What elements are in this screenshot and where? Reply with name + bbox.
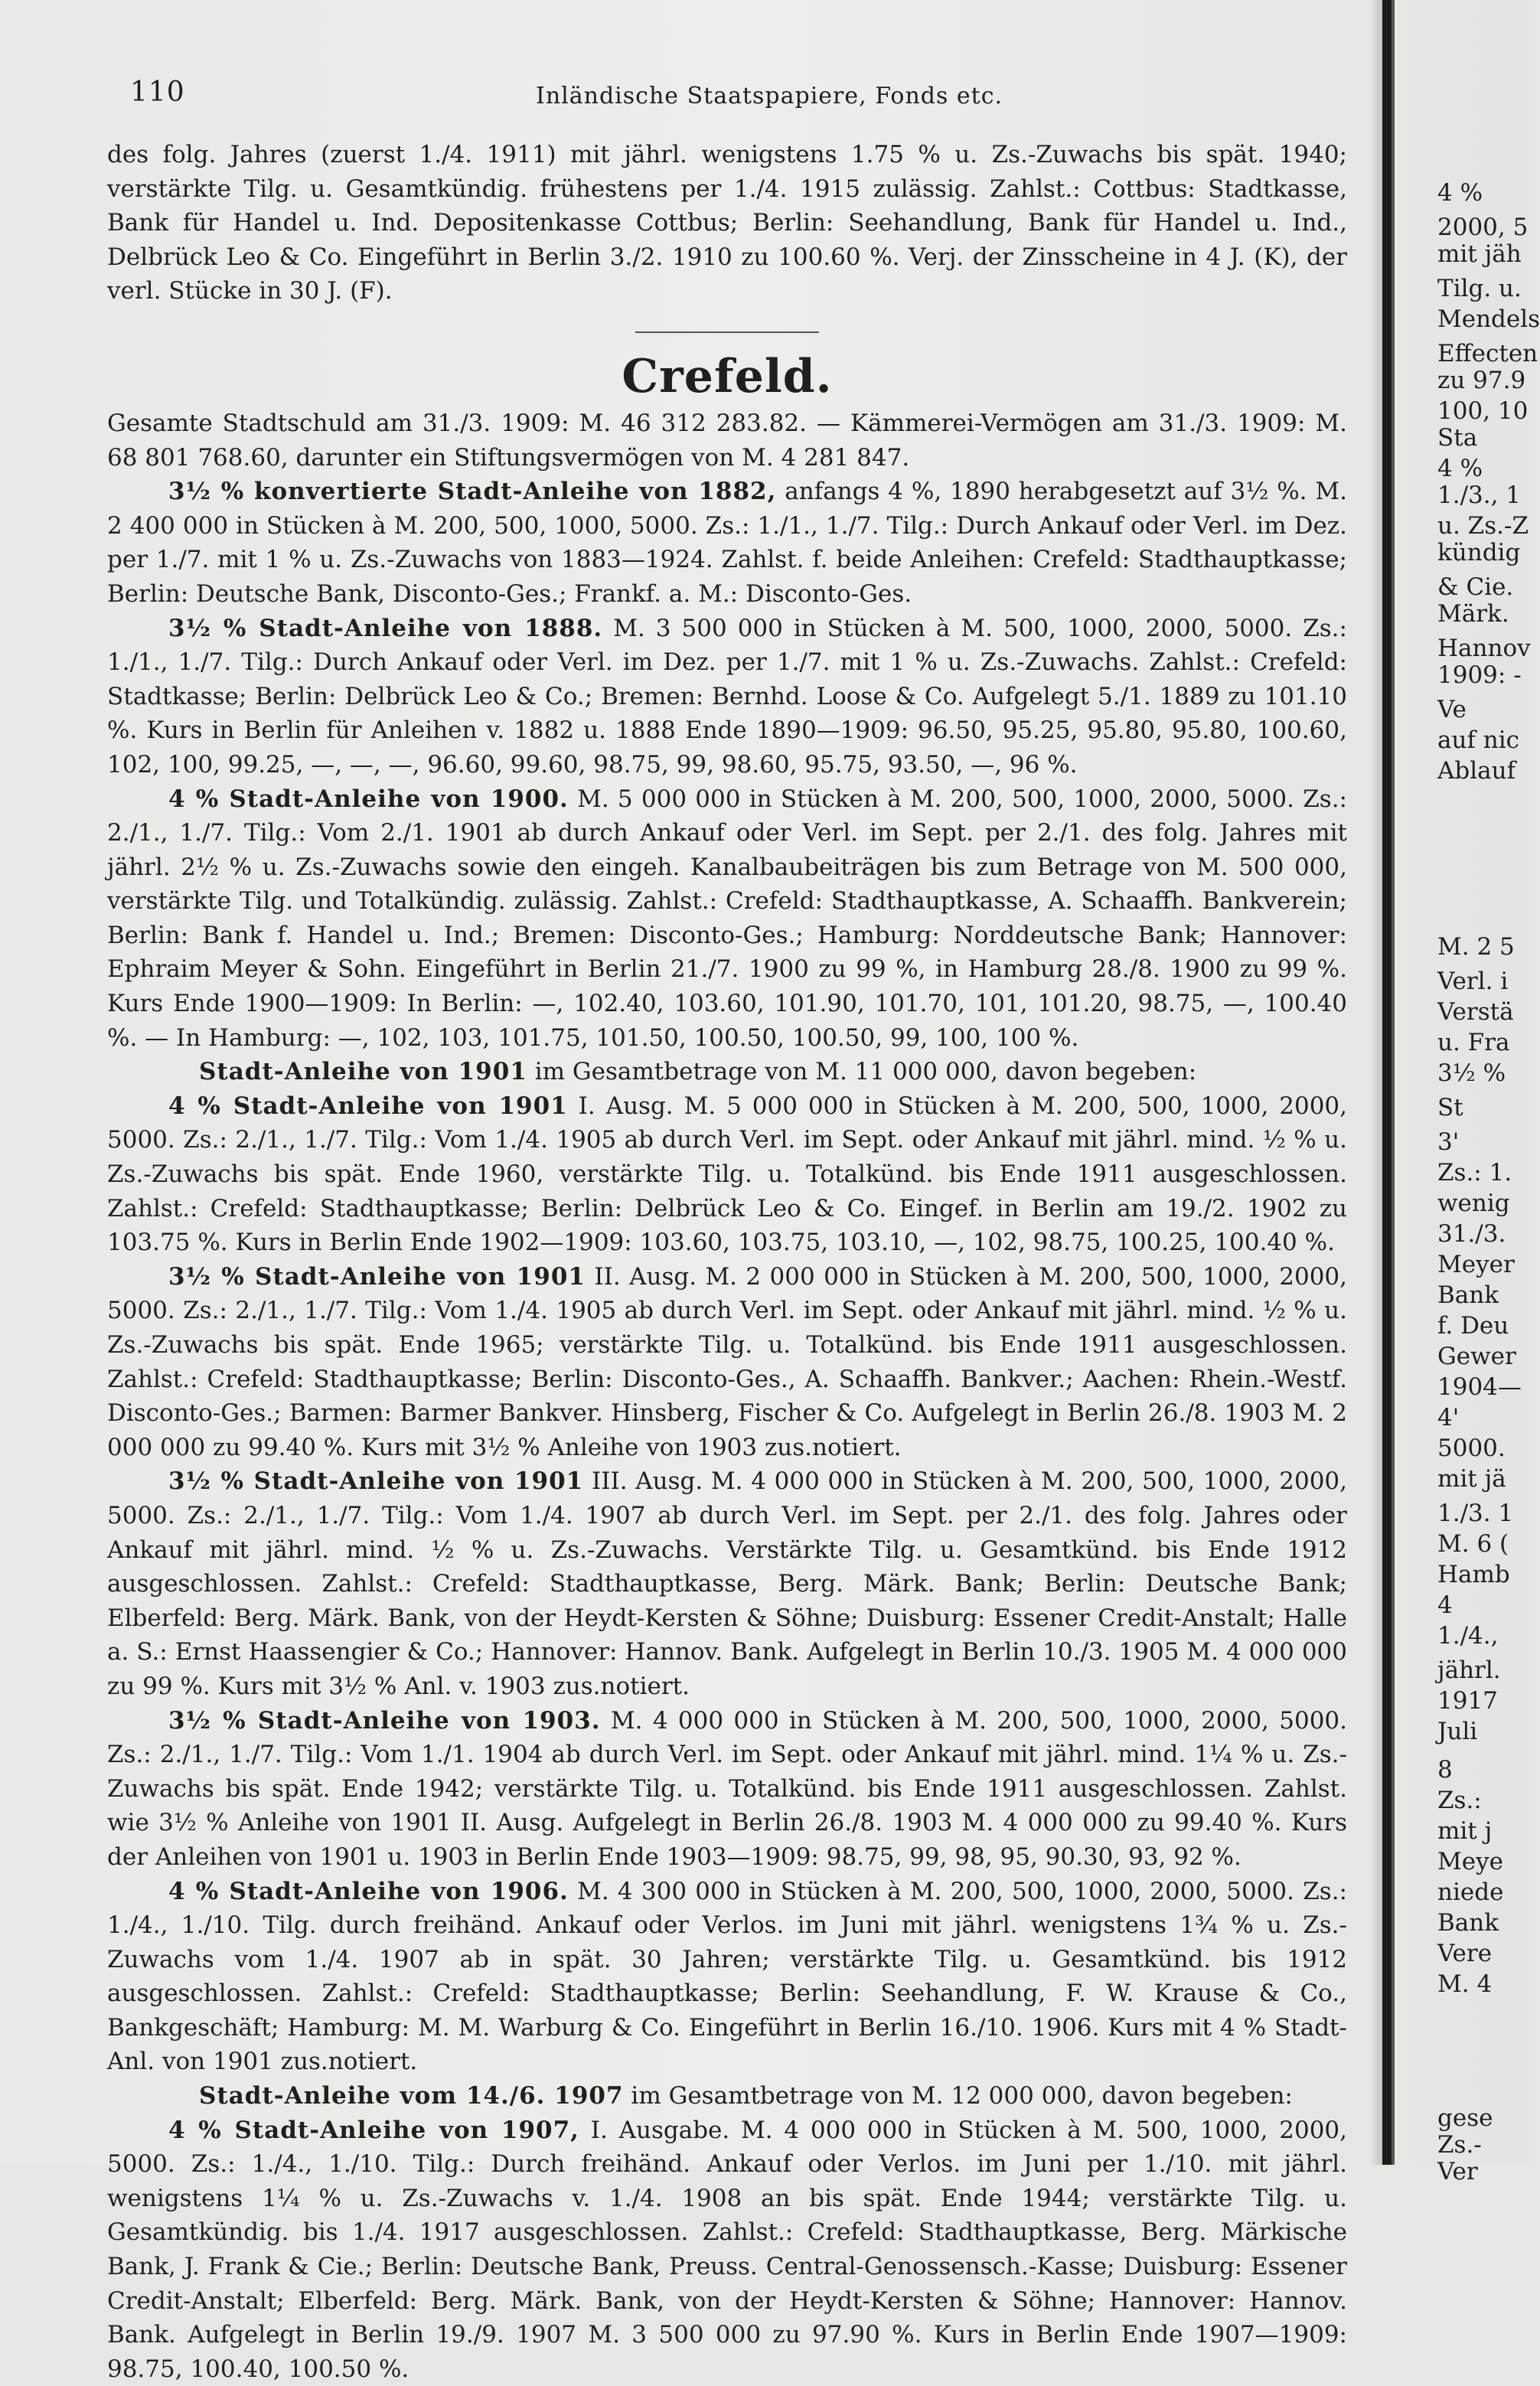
adjacent-line-fragment: gese	[1437, 2104, 1493, 2132]
adjacent-line-fragment: jährl.	[1437, 1656, 1501, 1684]
adjacent-line-fragment: u. Zs.-Z	[1437, 512, 1529, 540]
adjacent-line-fragment: M. 2 5	[1437, 933, 1515, 961]
adjacent-line-fragment: & Cie.	[1437, 573, 1514, 601]
adjacent-line-fragment: f. Deu	[1437, 1312, 1509, 1340]
loan-entry-text: II. Ausg. M. 2 000 000 in Stücken à M. 200, 500, 1000, 2000, 5000. Zs.: 2./1., 1./7. Tilg.: Vom 1./4. 1905 ab durch Verl. im Sept. oder Ankauf mit jährl. mind. ½ % u. Zs.-Zuwachs bis spät. Ende 1965; verstärkte Tilg. u. Totalkünd. bis Ende 1911 ausgeschlossen. Zahlst.: Crefeld: Stadthauptkasse; Berlin: Disconto-Ges., A. Schaaffh. Bankver.; Aachen: Rhein.-Westf. Disconto-Ges.; Barmen: Barmer Bankver. Hinsberg, Fischer & Co. Aufgelegt in Berlin 26./8. 1903 M. 2 000 000 zu 99.40 %. Kurs mit 3½ % Anleihe von 1903 zus.notiert.	[107, 1262, 1347, 1461]
adjacent-line-fragment: Zs.: 1.	[1437, 1159, 1512, 1186]
adjacent-line-fragment: Mendels	[1437, 305, 1540, 333]
adjacent-line-fragment: niede	[1437, 1878, 1504, 1906]
carryover-paragraph: des folg. Jahres (zuerst 1./4. 1911) mit jährl. wenigstens 1.75 % u. Zs.-Zuwachs bis spät. 1940; verstärkte Tilg. u. Gesamtkündig. frühestens per 1./4. 1915 zulässig. Zahlst.: Cottbus: Stadtkasse, Bank für Handel u. Ind. Depositenkasse Cottbus; Berlin: Seehandlung, Bank für Handel u. Ind., Delbrück Leo & Co. Eingeführt in Berlin 3./2. 1910 zu 100.60 %. Verj. der Zinsscheine in 4 J. (K), der verl. Stücke in 30 J. (F).	[107, 141, 1347, 305]
loan-entry	[107, 1260, 1347, 1465]
loan-entry-heading: 3½ % Stadt-Anleihe von 1901	[168, 1262, 586, 1291]
adjacent-line-fragment: 1909: -	[1437, 661, 1522, 689]
adjacent-line-fragment: Effecten	[1437, 340, 1538, 367]
running-title: Inländische Staatspapiere, Fonds etc.	[536, 83, 1003, 109]
loan-entry	[107, 1704, 1347, 1875]
adjacent-line-fragment: 5000.	[1437, 1435, 1506, 1462]
loan-entry	[107, 1089, 1347, 1260]
adjacent-line-fragment: Tilg. u.	[1437, 275, 1522, 302]
loan-entry-text: M. 5 000 000 in Stücken à M. 200, 500, 1000, 2000, 5000. Zs.: 2./1., 1./7. Tilg.: Vom 2./1. 1901 ab durch Ankauf oder Verl. im Sept. per 2./1. des folg. Jahres mit jährl. 2½ % u. Zs.-Zuwachs sowie den eingeh. Kanalbaubeiträgen bis zum Betrage von M. 500 000, verstärkte Tilg. und Totalkündig. zulässig. Zahlst.: Crefeld: Stadthauptkasse, A. Schaaffh. Bankverein; Berlin: Bank f. Handel u. Ind.; Bremen: Disconto-Ges.; Hamburg: Norddeutsche Bank; Hannover: Ephraim Meyer & Sohn. Eingeführt in Berlin 21./7. 1900 zu 99 %, in Hamburg 28./8. 1900 zu 99 %. Kurs Ende 1900—1909: In Berlin: —, 102.40, 103.60, 101.90, 101.70, 101, 101.20, 98.75, —, 100.40 %. — In Hamburg: —, 102, 103, 101.75, 101.50, 100.50, 100.50, 99, 100, 100 %.	[107, 785, 1347, 1052]
loan-entry	[107, 782, 1347, 1056]
adjacent-line-fragment: kündig	[1437, 539, 1521, 566]
loan-entry-text: M. 3 500 000 in Stücken à M. 500, 1000, 2000, 5000. Zs.: 1./1., 1./7. Tilg.: Durch Ankauf oder Verl. im Dez. per 1./7. mit 1 % u. Zs.-Zuwachs. Zahlst.: Crefeld: Stadtkasse; Berlin: Delbrück Leo & Co.; Bremen: Bernhd. Loose & Co. Aufgelegt 5./1. 1889 zu 101.10 %. Kurs in Berlin für Anleihen v. 1882 u. 1888 Ende 1890—1909: 96.50, 95.25, 95.80, 95.80, 100.60, 102, 100, 99.25, —, —, —, 96.60, 99.60, 98.75, 99, 98.60, 95.75, 93.50, —, 96 %.	[107, 614, 1347, 778]
adjacent-line-fragment: Sta	[1437, 424, 1478, 452]
adjacent-line-fragment: Bank	[1437, 1281, 1499, 1309]
adjacent-line-fragment: 1./3., 1	[1437, 481, 1522, 509]
main-column	[100, 0, 1347, 2383]
adjacent-line-fragment: mit jäh	[1437, 240, 1522, 268]
loan-entry-text: I. Ausg. M. 5 000 000 in Stücken à M. 200, 500, 1000, 2000, 5000. Zs.: 2./1., 1./7. Tilg.: Vom 1./4. 1905 ab durch Verl. im Sept. oder Ankauf mit jährl. mind. ½ % u. Zs.-Zuwachs bis spät. Ende 1960, verstärkte Tilg. u. Totalkünd. bis Ende 1911 ausgeschlossen. Zahlst.: Crefeld: Stadthauptkasse; Berlin: Delbrück Leo & Co. Eingef. in Berlin am 19./2. 1902 zu 103.75 %. Kurs in Berlin Ende 1902—1909: 103.60, 103.75, 103.10, —, 102, 98.75, 100.25, 100.40 %.	[107, 1092, 1347, 1257]
loan-entry-text: im Gesamtbetrage von M. 12 000 000, davon begeben:	[623, 2082, 1293, 2110]
adjacent-line-fragment: Hamb	[1437, 1561, 1510, 1588]
adjacent-line-fragment: Hannov	[1437, 635, 1531, 662]
adjacent-line-fragment: Zs.-	[1437, 2131, 1482, 2159]
adjacent-line-fragment: auf nic	[1437, 726, 1520, 754]
loan-entry-heading: 3½ % konvertierte Stadt-Anleihe von 1882,	[168, 478, 777, 506]
loan-entry	[107, 475, 1347, 611]
body-text	[107, 138, 1347, 2386]
adjacent-line-fragment: 100, 10	[1437, 397, 1529, 425]
loan-entry	[107, 612, 1347, 782]
adjacent-line-fragment: 1904—	[1437, 1373, 1522, 1401]
page-header	[130, 77, 1339, 122]
adjacent-line-fragment: St	[1437, 1094, 1463, 1121]
loan-entry-heading: 4 % Stadt-Anleihe von 1906.	[168, 1877, 569, 1905]
adjacent-line-fragment: Ve	[1437, 696, 1467, 723]
adjacent-line-fragment: Märk.	[1437, 600, 1509, 628]
adjacent-line-fragment: Ver	[1437, 2158, 1478, 2185]
section-divider	[635, 331, 819, 333]
loan-entry-heading: 4 % Stadt-Anleihe von 1907,	[168, 2116, 579, 2144]
adjacent-line-fragment: 4	[1437, 1591, 1453, 1619]
adjacent-line-fragment: mit j	[1437, 1817, 1493, 1845]
adjacent-line-fragment: 4 %	[1437, 455, 1483, 482]
loan-entry	[107, 2079, 1347, 2113]
loan-entry-text: III. Ausg. M. 4 000 000 in Stücken à M. 200, 500, 1000, 2000, 5000. Zs.: 2./1., 1./7. Tilg.: Vom 1./4. 1907 ab durch Verl. im Sept. per 2./1. des folg. Jahres oder Ankauf mit jährl. mind. ½ % u. Zs.-Zuwachs. Verstärkte Tilg. u. Gesamtkünd. bis Ende 1912 ausgeschlossen. Zahlst.: Crefeld: Stadthauptkasse, Berg. Märk. Bank; Berlin: Deutsche Bank; Elberfeld: Berg. Märk. Bank, von der Heydt-Kersten & Söhne; Duisburg: Essener Credit-Anstalt; Halle a. S.: Ernst Haassengier & Co.; Hannover: Hannov. Bank. Aufgelegt in Berlin 10./3. 1905 M. 4 000 000 zu 99 %. Kurs mit 3½ % Anl. v. 1903 zus.notiert.	[107, 1467, 1347, 1700]
adjacent-line-fragment: Meye	[1437, 1848, 1503, 1875]
loan-entries	[107, 475, 1347, 2386]
loan-entry	[107, 1875, 1347, 2080]
adjacent-line-fragment: 1./4.,	[1437, 1622, 1499, 1650]
section-title: Crefeld.	[622, 349, 833, 403]
adjacent-line-fragment: 1./3. 1	[1437, 1500, 1514, 1527]
adjacent-line-fragment: Meyer	[1437, 1251, 1515, 1278]
loan-entry-heading: 3½ % Stadt-Anleihe von 1903.	[168, 1706, 601, 1735]
page-gutter-edge	[1392, 0, 1395, 2165]
adjacent-line-fragment: 2000, 5	[1437, 214, 1529, 241]
loan-entry-text: M. 4 300 000 in Stücken à M. 200, 500, 1000, 2000, 5000. Zs.: 1./4., 1./10. Tilg. durch freihänd. Ankauf oder Verlos. im Juni mit jährl. wenigstens 1¾ % u. Zs.-Zuwachs vom 1./4. 1907 ab in spät. 30 Jahren; verstärkte Tilg. u. Gesamtkünd. bis 1912 ausgeschlossen. Zahlst.: Crefeld: Stadthauptkasse; Berlin: Seehandlung, F. W. Krause & Co., Bankgeschäft; Hamburg: M. M. Warburg & Co. Eingeführt in Berlin 16./10. 1906. Kurs mit 4 % Stadt-Anl. von 1901 zus.notiert.	[107, 1877, 1347, 2076]
loan-entry	[107, 2113, 1347, 2386]
loan-entry-text: M. 4 000 000 in Stücken à M. 200, 500, 1000, 2000, 5000. Zs.: 2./1., 1./7. Tilg.: Vom 1./1. 1904 ab durch Verl. im Sept. oder Ankauf mit jährl. mind. 1¼ % u. Zs.-Zuwachs bis spät. Ende 1942; verstärkte Tilg. u. Totalkünd. bis Ende 1911 ausgeschlossen. Zahlst. wie 3½ % Anleihe von 1901 II. Ausg. Aufgelegt in Berlin 26./8. 1903 M. 4 000 000 zu 99.40 %. Kurs der Anleihen von 1901 u. 1903 in Berlin Ende 1903—1909: 98.75, 99, 98, 95, 90.30, 93, 92 %.	[107, 1706, 1347, 1871]
adjacent-line-fragment: mit jä	[1437, 1465, 1506, 1493]
page-gutter	[1382, 0, 1392, 2165]
adjacent-line-fragment: Vere	[1437, 1940, 1493, 1967]
gutter-shadow	[1370, 0, 1382, 2165]
adjacent-line-fragment: 3½ %	[1437, 1059, 1506, 1087]
adjacent-line-fragment: M. 6 (	[1437, 1530, 1509, 1558]
loan-entry-text: anfangs 4 %, 1890 herabgesetzt auf 3½ %. M. 2 400 000 in Stücken à M. 200, 500, 1000, 5000. Zs.: 1./1., 1./7. Tilg.: Durch Ankauf oder Verl. im Dez. per 1./7. mit 1 % u. Zs.-Zuwachs von 1883—1924. Zahlst. f. beide Anleihen: Crefeld: Stadthauptkasse; Berlin: Deutsche Bank, Disconto-Ges.; Frankf. a. M.: Disconto-Ges.	[107, 478, 1347, 608]
loan-entry-text: im Gesamtbetrage von M. 11 000 000, davon begeben:	[527, 1058, 1197, 1086]
adjacent-line-fragment: 4 %	[1437, 179, 1483, 207]
adjacent-line-fragment: zu 97.9	[1437, 367, 1526, 394]
page-number: 110	[130, 77, 185, 108]
adjacent-line-fragment: wenig	[1437, 1190, 1510, 1217]
loan-entry-heading: 4 % Stadt-Anleihe von 1900.	[168, 785, 569, 813]
intro-paragraph: Gesamte Stadtschuld am 31./3. 1909: M. 46 312 283.82. — Kämmerei-Vermögen am 31./3. 1909: M. 68 801 768.60, darunter ein Stiftungsvermögen von M. 4 281 847.	[107, 409, 1347, 472]
loan-entry	[107, 1055, 1347, 1089]
loan-entry-heading: 4 % Stadt-Anleihe von 1901	[168, 1092, 568, 1120]
loan-entry-heading: Stadt-Anleihe vom 14./6. 1907	[199, 2082, 624, 2110]
adjacent-line-fragment: 8	[1437, 1756, 1453, 1784]
adjacent-line-fragment: Bank	[1437, 1909, 1499, 1937]
adjacent-line-fragment: u. Fra	[1437, 1029, 1510, 1056]
loan-entry-heading: Stadt-Anleihe von 1901	[199, 1058, 527, 1086]
adjacent-line-fragment: Ablauf	[1437, 757, 1516, 785]
adjacent-line-fragment: 4'	[1437, 1404, 1460, 1431]
adjacent-line-fragment: 31./3.	[1437, 1220, 1506, 1248]
adjacent-line-fragment: Zs.:	[1437, 1787, 1482, 1814]
loan-entry-heading: 3½ % Stadt-Anleihe von 1901	[168, 1467, 584, 1496]
adjacent-line-fragment: M. 4	[1437, 1970, 1493, 1998]
loan-entry-heading: 3½ % Stadt-Anleihe von 1888.	[168, 614, 603, 642]
adjacent-line-fragment: Verstä	[1437, 998, 1514, 1026]
adjacent-line-fragment: Gewer	[1437, 1343, 1516, 1370]
adjacent-page-column	[1437, 0, 1540, 2185]
adjacent-line-fragment: Juli	[1437, 1718, 1478, 1745]
loan-entry-text: I. Ausgabe. M. 4 000 000 in Stücken à M. 500, 1000, 2000, 5000. Zs.: 1./4., 1./10. Tilg.: Durch freihänd. Ankauf oder Verlos. im Juni per 1./10. mit jährl. wenigstens 1¼ % u. Zs.-Zuwachs v. 1./4. 1908 an bis spät. Ende 1944; verstärkte Tilg. u. Gesamtkündig. bis 1./4. 1917 ausgeschlossen. Zahlst.: Crefeld: Stadthauptkasse, Berg. Märkische Bank, J. Frank & Cie.; Berlin: Deutsche Bank, Preuss. Central-Genossensch.-Kasse; Duisburg: Essener Credit-Anstalt; Elberfeld: Berg. Märk. Bank, von der Heydt-Kersten & Söhne; Hannover: Hannov. Bank. Aufgelegt in Berlin 19./9. 1907 M. 3 500 000 zu 97.90 %. Kurs in Berlin Ende 1907—1909: 98.75, 100.40, 100.50 %.	[107, 2116, 1347, 2383]
adjacent-line-fragment: 1917	[1437, 1687, 1498, 1715]
loan-entry	[107, 1464, 1347, 1703]
adjacent-line-fragment: Verl. i	[1437, 968, 1509, 995]
adjacent-line-fragment: 3'	[1437, 1128, 1460, 1156]
